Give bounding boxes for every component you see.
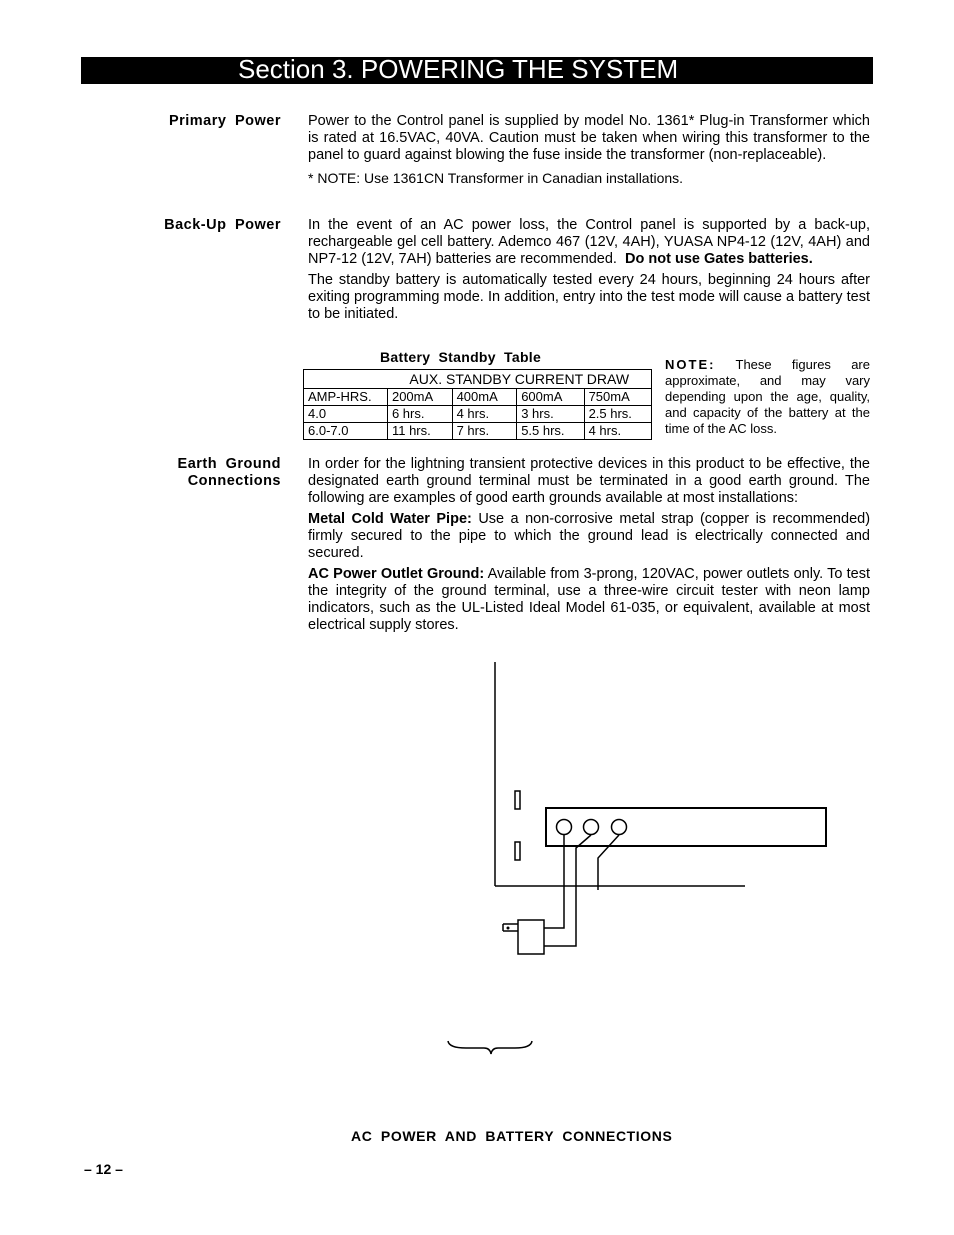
current-draw-header: AUX. STANDBY CURRENT DRAW: [387, 370, 651, 389]
terminal-screw: [557, 820, 572, 835]
outlet-ground-text: Available from 3-prong, 120VAC, power outlets only. To test the integrity of the ground terminal, use a three-wire circuit tester with neon lamp indicators, such as the UL-Listed Ideal Model 61-035, or equivalent, available at most electrical supply stores.: [308, 566, 871, 633]
note-text: These figures are approximate, and may vary depending upon the age, quality, and capacity of the battery at the time of the AC loss.: [665, 357, 870, 436]
ground-wire: [598, 835, 619, 890]
water-pipe-label: Metal Cold Water Pipe:: [308, 511, 472, 527]
table-cell: 5.5 hrs.: [517, 423, 584, 440]
earth-ground-intro: In order for the lightning transient protective devices in this product to be effective, the designated earth ground terminal must be terminated in a good earth ground. The following are examples of good earth grounds available at most installations:: [308, 456, 870, 506]
table-cell: 4 hrs.: [452, 406, 517, 423]
water-pipe-text: Use a non-corrosive metal strap (copper is recommended) firmly secured to the pipe to which the ground lead is electrically connected and secured.: [308, 511, 871, 561]
terminal-strip: [546, 808, 826, 846]
table-cell: 7 hrs.: [452, 423, 517, 440]
battery-test-text: The standby battery is automatically tested every 24 hours, beginning 24 hours after exiting programming mode. In addition, entry into the test mode will cause a battery test to be initiated.: [308, 272, 870, 322]
plug-in-transformer: [518, 920, 544, 954]
section-title: Section 3. POWERING THE SYSTEM: [238, 54, 679, 84]
backup-power-heading: Back-Up Power: [164, 217, 281, 233]
terminal-screw: [612, 820, 627, 835]
table-cell: 4 hrs.: [584, 423, 651, 440]
brace-mark: [448, 1041, 532, 1054]
page-number: – 12 –: [84, 1161, 123, 1177]
column-header: 600mA: [517, 389, 584, 406]
table-cell: 6.0-7.0: [304, 423, 388, 440]
figure-caption: AC POWER AND BATTERY CONNECTIONS: [351, 1128, 673, 1144]
panel-slot: [515, 842, 520, 860]
primary-power-heading: Primary Power: [168, 113, 281, 129]
table-cell: 3 hrs.: [517, 406, 584, 423]
column-header: AMP-HRS.: [304, 389, 388, 406]
transformer-wire: [544, 835, 591, 946]
gates-warning: Do not use Gates batteries.: [625, 251, 813, 267]
table-cell: 2.5 hrs.: [584, 406, 651, 423]
table-cell: 11 hrs.: [387, 423, 452, 440]
table-cell: 4.0: [304, 406, 388, 423]
canadian-note: * NOTE: Use 1361CN Transformer in Canadian installations.: [308, 170, 684, 186]
battery-table-title: Battery Standby Table: [380, 349, 542, 365]
earth-ground-heading: Earth Ground Connections: [177, 456, 281, 489]
panel-slot: [515, 791, 520, 809]
prong-dot: [507, 927, 510, 930]
column-header: 400mA: [452, 389, 517, 406]
backup-power-text: In the event of an AC power loss, the Control panel is supported by a back-up, rechargeable gel cell battery. Ademco 467 (12V, 4AH), YUASA NP4-12 (12V, 4AH) and NP7-12 (12V, 7AH) batteries are recommended.: [308, 217, 870, 267]
table-cell: 6 hrs.: [387, 406, 452, 423]
outlet-ground-label: AC Power Outlet Ground:: [308, 566, 485, 582]
primary-power-text: Power to the Control panel is supplied by model No. 1361* Plug-in Transformer which is rated at 16.5VAC, 40VA. Caution must be taken when wiring this transformer to the panel to guard against blowing the fuse inside the transformer (non-replaceable).: [308, 113, 870, 163]
terminal-screw: [584, 820, 599, 835]
transformer-wire: [544, 835, 564, 928]
column-header: 750mA: [584, 389, 651, 406]
column-header: 200mA: [387, 389, 452, 406]
note-label: NOTE:: [665, 357, 716, 372]
